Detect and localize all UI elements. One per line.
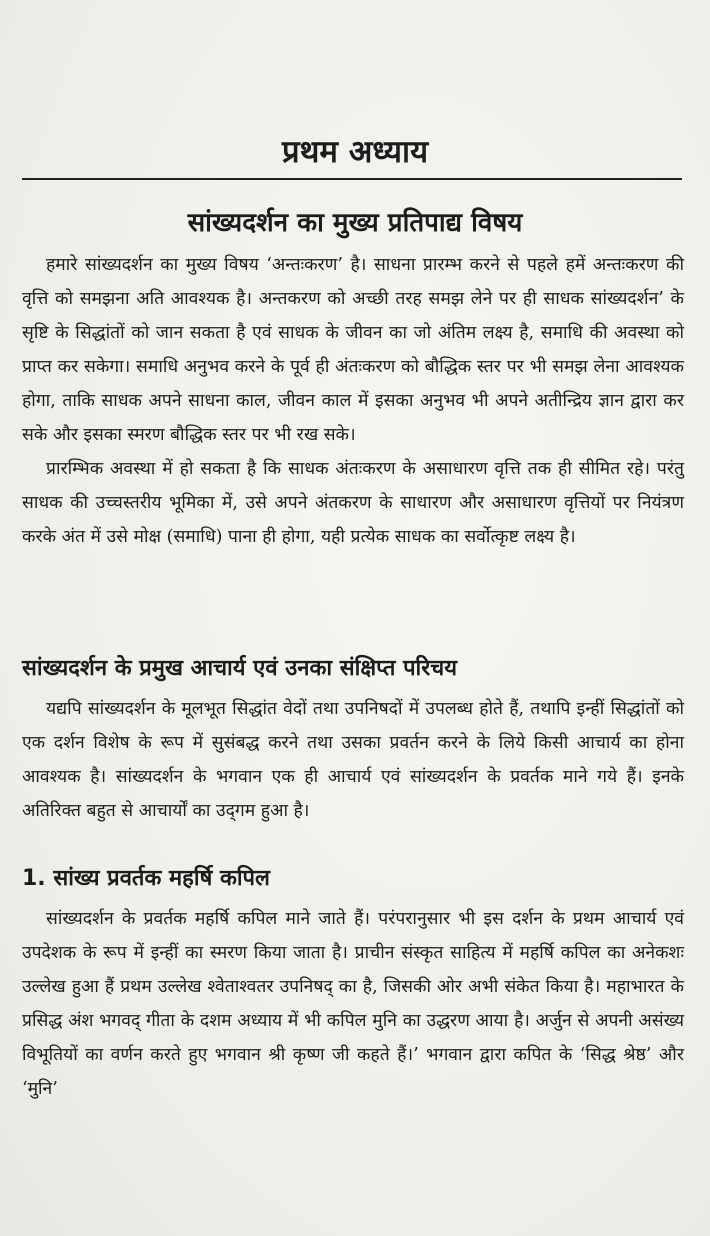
section-kapil [22,862,684,1106]
chapter-title: प्रथम अध्याय [281,134,429,170]
section-heading: 1. सांख्य प्रवर्तक महर्षि कपिल [22,866,270,891]
section-heading: सांख्यदर्शन के प्रमुख आचार्य एवं उनका संक्षिप्त परिचय [22,656,457,681]
main-title: सांख्यदर्शन का मुख्य प्रतिपाद्य विषय [187,208,523,238]
section-acharyas [22,652,684,828]
paragraph: प्रारम्भिक अवस्था में हो सकता है कि साधक अंतःकरण के असाधारण वृत्ति तक ही सीमित रहे। परंतु साधक की उच्चस्तरीय भूमिका में, उसे अपने अंतकरण के साधारण और असाधारण वृत्तियों पर नियंत्रण करके अंत में उसे मोक्ष (समाधि) पाना ही होगा, यही प्रत्येक साधक का सर्वोत्कृष्ट लक्ष्य है। [22,459,684,547]
title-divider [22,178,682,180]
paragraph: यद्यपि सांख्यदर्शन के मूलभूत सिद्धांत वेदों तथा उपनिषदों में उपलब्ध होते हैं, तथापि इन्हीं सिद्धांतों को एक दर्शन विशेष के रूप में सुसंबद्ध करने तथा उसका प्रवर्तन करने के लिये किसी आचार्य का होना आवश्यक है। सांख्यदर्शन के भगवान एक ही आचार्य एवं सांख्यदर्शन के प्रवर्तक माने गये हैं। इनके अतिरिक्त बहुत से आचार्यों का उद्‌गम हुआ है। [22,699,684,821]
section-intro [22,248,684,554]
paragraph: सांख्यदर्शन के प्रवर्तक महर्षि कपिल माने जाते हैं। परंपरानुसार भी इस दर्शन के प्रथम आचार्य एवं उपदेशक के रूप में इन्हीं का स्मरण किया जाता है। प्राचीन संस्कृत साहित्य में महर्षि कपिल का अनेकशः उल्लेख हुआ हैं प्रथम उल्लेख श्वेताश्वतर उपनिषद् का है, जिसकी ओर अभी संकेत किया है। महाभारत के प्रसिद्ध अंश भगवद् गीता के दशम अध्याय में भी कपिल मुनि का उद्धरण आया है। अर्जुन से अपनी असंख्य विभूतियों का वर्णन करते हुए भगवान श्री कृष्ण जी कहते हैं।’ भगवान द्वारा कपित के ‘सिद्ध श्रेष्ठ’ और ‘मुनि’ [22,909,684,1099]
paragraph: हमारे सांख्यदर्शन का मुख्य विषय ‘अन्तःकरण’ है। साधना प्रारम्भ करने से पहले हमें अन्तःकरण की वृत्ति को समझना अति आवश्यक है। अन्तकरण को अच्छी तरह समझ लेने पर ही साधक सांख्यदर्शन’ के सृष्टि के सिद्धांतों को जान सकता है एवं साधक के जीवन का जो अंतिम लक्ष्य है, समाधि की अवस्था को प्राप्त कर सकेगा। समाधि अनुभव करने के पूर्व ही अंतःकरण को बौद्धिक स्तर पर भी समझ लेना आवश्यक होगा, ताकि साधक अपने साधना काल, जीवन काल में इसका अनुभव भी अपने अतीन्द्रिय ज्ञान द्वारा कर सके और इसका स्मरण बौद्धिक स्तर पर भी रख सके। [22,255,684,445]
